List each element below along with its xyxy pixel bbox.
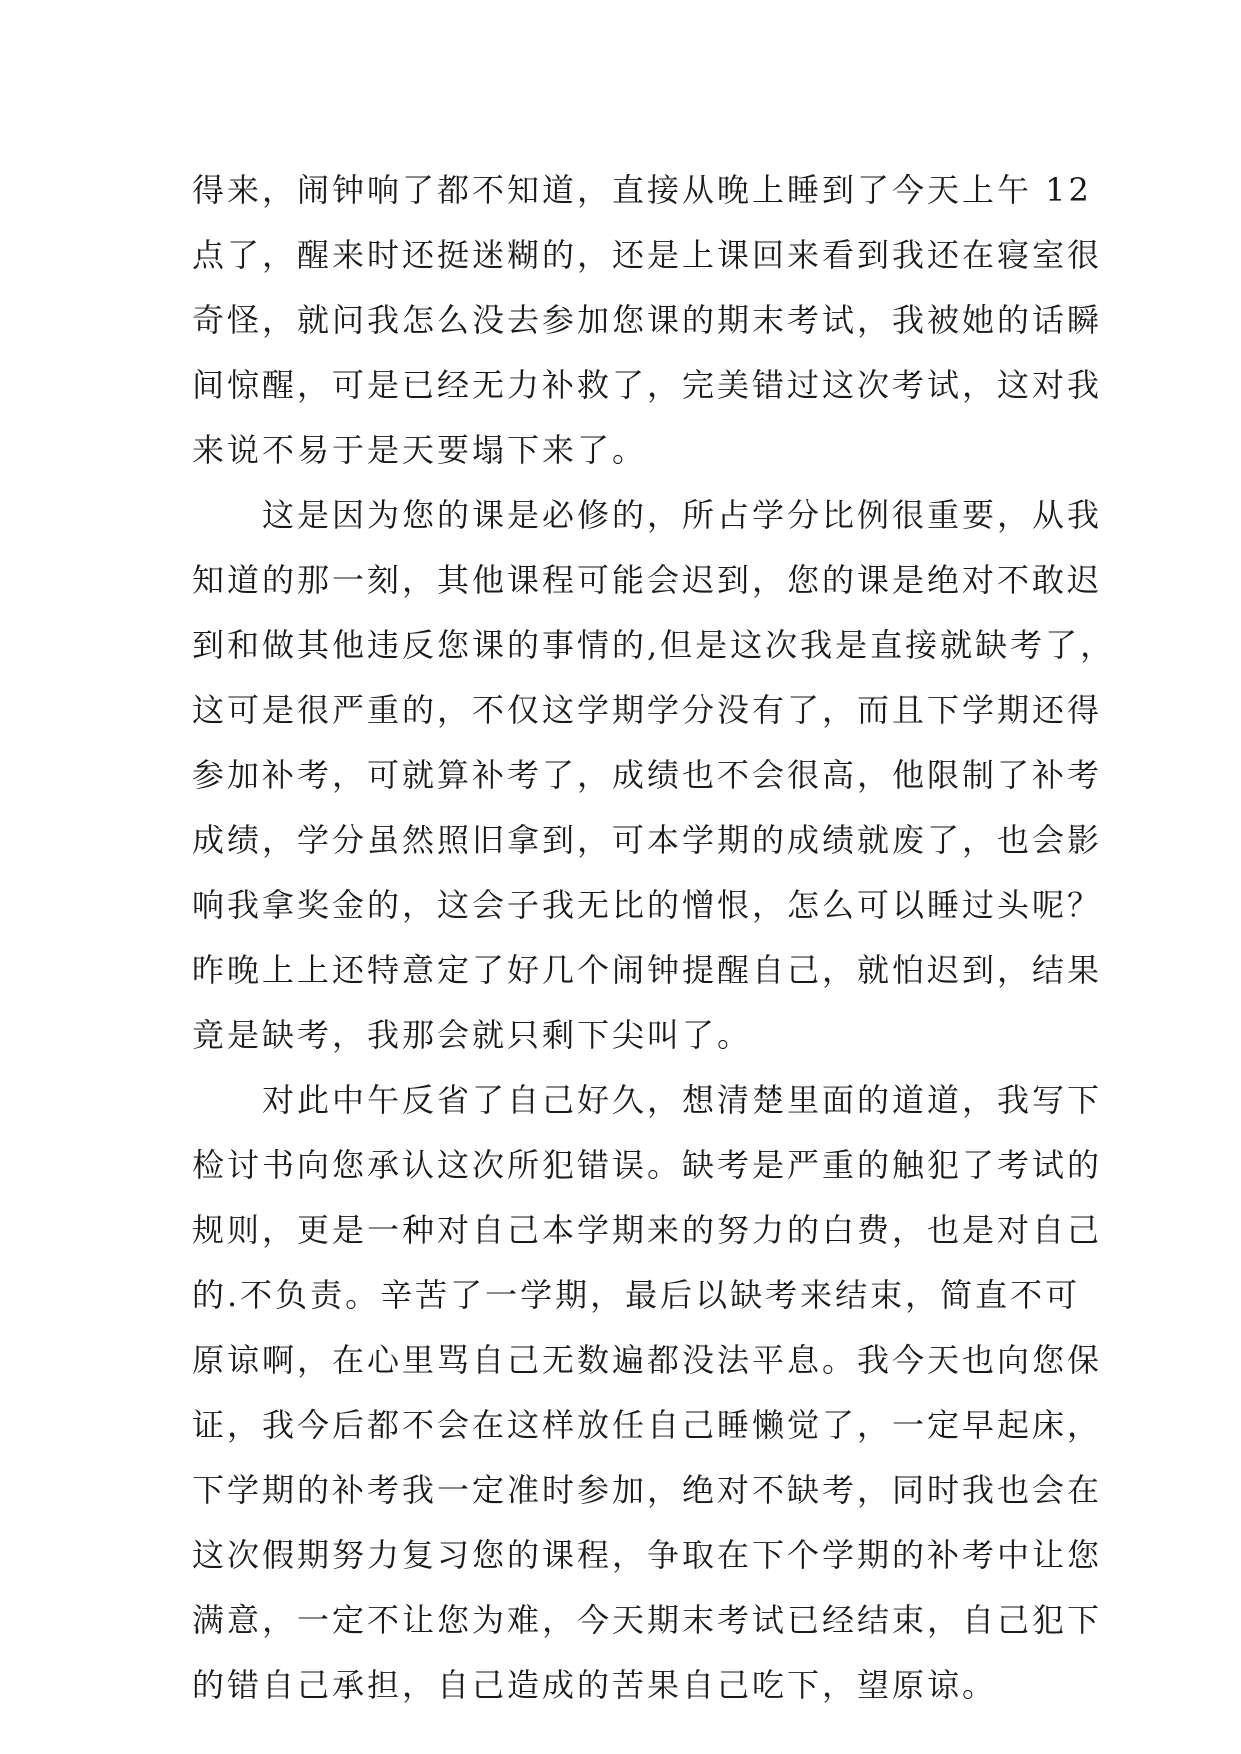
paragraph-1 bbox=[192, 158, 1103, 483]
text-line: 昨晚上上还特意定了好几个闹钟提醒自己，就怕迟到，结果 bbox=[192, 951, 1103, 989]
text-line: 原谅啊，在心里骂自己无数遍都没法平息。我今天也向您保 bbox=[192, 1341, 1103, 1379]
text-line: 点了，醒来时还挺迷糊的，还是上课回来看到我还在寝室很 bbox=[192, 236, 1103, 274]
text-line: 到和做其他违反您课的事情的,但是这次我是直接就缺考了， bbox=[192, 626, 1116, 664]
text-line: 检讨书向您承认这次所犯错误。缺考是严重的触犯了考试的 bbox=[192, 1146, 1103, 1184]
text-line: 的.不负责。辛苦了一学期，最后以缺考来结束，简直不可 bbox=[192, 1276, 1081, 1314]
paragraph-3 bbox=[192, 1068, 1103, 1718]
text-line: 下学期的补考我一定准时参加，绝对不缺考，同时我也会在 bbox=[192, 1471, 1103, 1509]
text-line: 对此中午反省了自己好久，想清楚里面的道道，我写下 bbox=[192, 1081, 1103, 1119]
text-line: 竟是缺考，我那会就只剩下尖叫了。 bbox=[192, 1016, 753, 1054]
text-line: 得来，闹钟响了都不知道，直接从晚上睡到了今天上午 12 bbox=[192, 171, 1092, 209]
document-body bbox=[192, 158, 1116, 1718]
text-line: 规则，更是一种对自己本学期来的努力的白费，也是对自己 bbox=[192, 1211, 1103, 1249]
text-line: 间惊醒，可是已经无力补救了，完美错过这次考试，这对我 bbox=[192, 366, 1103, 404]
text-line: 证，我今后都不会在这样放任自己睡懒觉了，一定早起床， bbox=[192, 1406, 1103, 1444]
text-line: 成绩，学分虽然照旧拿到，可本学期的成绩就废了，也会影 bbox=[192, 821, 1103, 859]
text-line: 的错自己承担，自己造成的苦果自己吃下，望原谅。 bbox=[192, 1666, 998, 1704]
paragraph-2 bbox=[192, 483, 1116, 1068]
text-line: 参加补考，可就算补考了，成绩也不会很高，他限制了补考 bbox=[192, 756, 1103, 794]
text-line: 奇怪，就问我怎么没去参加您课的期末考试，我被她的话瞬 bbox=[192, 301, 1103, 339]
text-line: 满意，一定不让您为难，今天期末考试已经结束，自己犯下 bbox=[192, 1601, 1103, 1639]
text-line: 这次假期努力复习您的课程，争取在下个学期的补考中让您 bbox=[192, 1536, 1103, 1574]
text-line: 这是因为您的课是必修的，所占学分比例很重要，从我 bbox=[192, 496, 1103, 534]
text-line: 这可是很严重的，不仅这学期学分没有了，而且下学期还得 bbox=[192, 691, 1103, 729]
text-line: 知道的那一刻，其他课程可能会迟到，您的课是绝对不敢迟 bbox=[192, 561, 1103, 599]
text-line: 响我拿奖金的，这会子我无比的憎恨，怎么可以睡过头呢？ bbox=[192, 886, 1103, 924]
text-line: 来说不易于是天要塌下来了。 bbox=[192, 431, 648, 469]
